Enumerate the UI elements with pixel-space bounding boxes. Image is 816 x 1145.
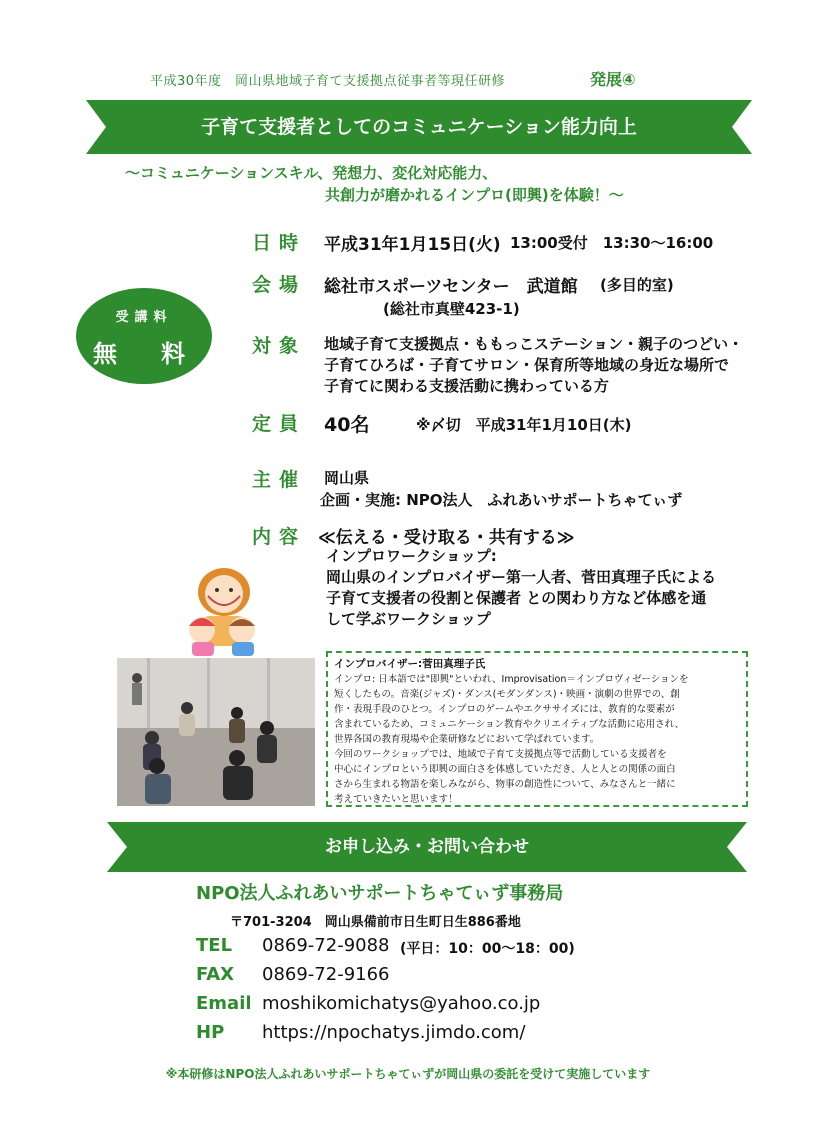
target-line: 子育てひろば・子育てサロン・保育所等地域の身近な場所で [324, 356, 730, 374]
capacity-deadline: ※〆切 平成31年1月10日(木) [416, 416, 632, 434]
email-label: Email [196, 993, 252, 1014]
subtitle-line-2: 共創力が磨かれるインプロ(即興)を体験！～ [325, 186, 624, 204]
organization-address: 〒701-3204 岡山県備前市日生町日生886番地 [230, 915, 521, 930]
content-line: 子育て支援者の役割と保護者 との関わり方など体感を通 [326, 589, 707, 607]
date-label: 日時 [252, 232, 307, 254]
content-label: 内容 [252, 526, 307, 548]
venue-room: (多目的室) [600, 276, 674, 294]
fee-value: 無 料 [93, 340, 195, 368]
host-planner: 企画・実施: NPO法人 ふれあいサポートちゃてぃず [320, 491, 683, 509]
info-line: 世界各国の教育現場や企業研修などにおいて学ばれています。 [334, 734, 600, 745]
workshop-photo-image [117, 658, 315, 806]
program-header: 平成30年度 岡山県地域子育て支援拠点従事者等現任研修 [150, 74, 506, 89]
improviser-title: インプロバイザー:菅田真理子氏 [334, 658, 486, 670]
fax-label: FAX [196, 964, 235, 985]
improviser-info-box [326, 651, 748, 807]
target-line: 子育てに関わる支援活動に携わっている方 [324, 377, 609, 395]
info-line: さから生まれる物語を楽しみながら、物事の創造性について、みなさんと一緒に [334, 779, 676, 790]
content-line: 岡山県のインプロバイザー第一人者、菅田真理子氏による [326, 568, 717, 586]
capacity-label: 定員 [252, 413, 307, 435]
website-link[interactable]: https://npochatys.jimdo.com/ [262, 1022, 526, 1043]
tel-hours: (平日：10：00～18：00) [400, 941, 575, 957]
content-line: して学ぶワークショップ [326, 610, 491, 628]
footer-note: ※本研修はNPO法人ふれあいサポートちゃてぃずが岡山県の委託を受けて実施しています [165, 1067, 651, 1081]
workshop-photo [117, 658, 315, 806]
date-time: 13:00受付 13:30～16:00 [510, 234, 714, 252]
venue-value: 総社市スポーツセンター 武道館 [324, 277, 578, 297]
page-title: 子育て支援者としてのコミュニケーション能力向上 [201, 116, 637, 138]
info-line: 作・表現手段のひとつ。インプロのゲームやエクササイズには、教育的な要素が [334, 704, 675, 715]
info-line: 今回のワークショップでは、地域で子育て支援拠点等で活動している支援者を [334, 749, 667, 760]
content-body [326, 546, 716, 630]
info-line: 短くしたもの。音楽(ジャズ)・ダンス(モダンダンス)・映画・演劇の世界での、創 [334, 689, 680, 700]
family-illustration [180, 566, 264, 658]
content-heading: ≪伝える・受け取る・共有する≫ [318, 528, 575, 548]
fee-label: 受講料 [115, 310, 173, 325]
host-value: 岡山県 [324, 469, 370, 487]
subtitle-line-1: ～コミュニケーションスキル、発想力、変化対応能力、 [125, 164, 498, 182]
target-label: 対象 [252, 335, 307, 357]
venue-address: (総社市真壁423-1) [383, 300, 520, 318]
info-line: 考えていきたいと思います！ [334, 794, 458, 805]
fax-value: 0869-72-9166 [262, 964, 390, 985]
info-line: インプロ: 日本語では"即興"といわれ、Improvisation＝インプロヴィゼーションを [334, 674, 689, 685]
venue-label: 会場 [252, 274, 307, 296]
contact-banner [107, 822, 747, 872]
level-badge: 発展④ [590, 70, 636, 89]
info-line: 含まれているため、コミュニケーション教育やクリエイティブな活動に応用され、 [334, 719, 685, 730]
tel-label: TEL [196, 935, 233, 956]
fee-badge [76, 288, 212, 384]
capacity-value: 40名 [324, 414, 370, 436]
title-banner [86, 100, 752, 154]
target-line: 地域子育て支援拠点・ももっこステーション・親子のつどい・ [324, 335, 744, 353]
content-line: インプロワークショップ: [326, 547, 497, 565]
tel-value[interactable]: 0869-72-9088 [262, 935, 390, 956]
email-link[interactable]: moshikomichatys@yahoo.co.jp [262, 993, 541, 1014]
target-value [324, 334, 743, 397]
organization-name: NPO法人ふれあいサポートちゃてぃず事務局 [196, 883, 564, 904]
info-line: 中心にインプロという即興の面白さを体感していただき、人と人との関係の面白 [334, 764, 676, 775]
hp-label: HP [196, 1022, 225, 1043]
host-label: 主催 [252, 469, 307, 491]
contact-heading: お申し込み・お問い合わせ [325, 837, 529, 857]
date-value: 平成31年1月15日(火) [324, 235, 501, 255]
